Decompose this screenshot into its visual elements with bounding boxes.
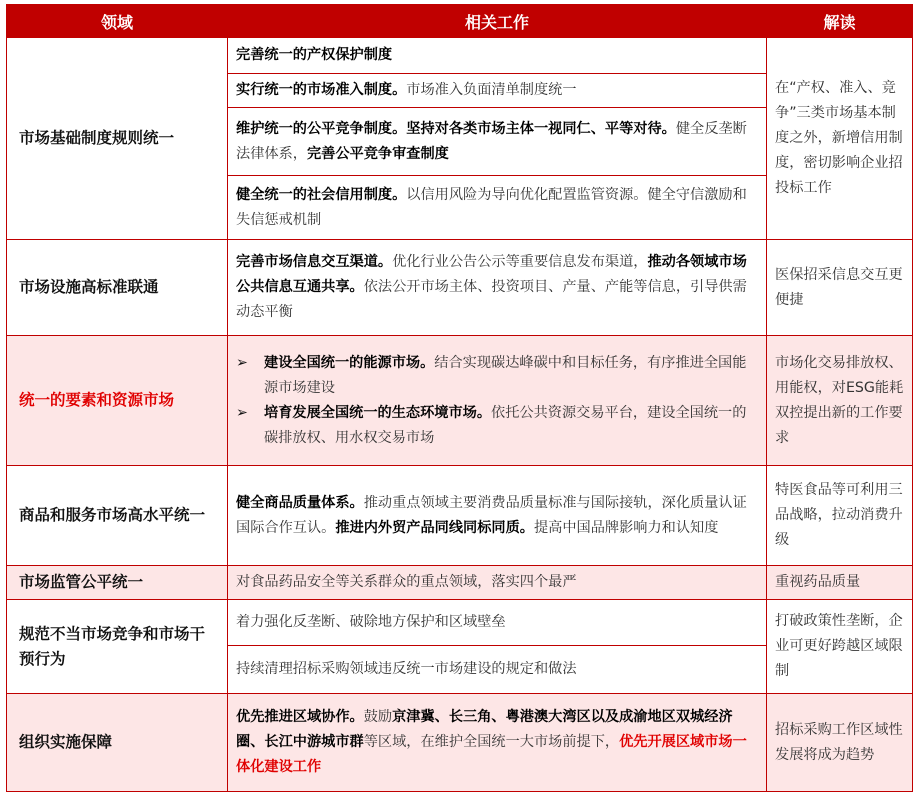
- interpretation-cell: 招标采购工作区域性发展将成为趋势: [767, 694, 913, 792]
- work-bold: 健全商品质量体系。: [236, 494, 364, 511]
- work-text: 结合实现碳达峰碳中和目标任务，有序推进全国能源市场建设: [264, 354, 747, 396]
- work-text: 依托公共资源交易平台，建设全国统一的碳排放权、用水权交易市场: [264, 404, 747, 446]
- work-red-bold: 优先开展区域市场一体化建设工作: [236, 734, 747, 775]
- domain-cell: 商品和服务市场高水平统一: [7, 466, 228, 566]
- work-cell: [228, 336, 767, 466]
- work-bold: 维护统一的公平竞争制度。坚持对各类市场主体一视同仁、平等对待。: [236, 120, 676, 137]
- table-row-highlighted: [7, 566, 913, 600]
- work-text: 以信用风险为导向优化配置监管资源。健全守信激励和失信惩戒机制: [236, 186, 747, 228]
- interpretation-cell: 重视药品质量: [767, 566, 913, 600]
- table-row: [7, 600, 913, 646]
- header-row: [7, 5, 913, 38]
- table-row-highlighted: [7, 336, 913, 466]
- work-cell: 持续清理招标采购领域违反统一市场建设的规定和做法: [228, 646, 767, 694]
- work-bold: 京津冀、长三角、粤港澳大湾区以及成渝地区双城经济圈、长江中游城市群: [236, 709, 733, 750]
- work-cell: [228, 240, 767, 336]
- domain-cell: 市场基础制度规则统一: [7, 38, 228, 240]
- work-bold: 实行统一的市场准入制度。: [236, 82, 407, 98]
- bullet-item: [236, 401, 758, 451]
- work-cell: [228, 108, 767, 176]
- arrow-bullet-icon: ➢: [236, 354, 248, 371]
- work-text: 提高中国品牌影响力和认知度: [533, 519, 719, 536]
- header-interpretation: 解读: [767, 5, 913, 38]
- bullet-item: [236, 351, 758, 401]
- policy-table: [6, 4, 913, 792]
- work-text: 健全反垄断法律体系，: [236, 120, 747, 162]
- work-cell: [228, 74, 767, 108]
- work-cell: [228, 38, 767, 74]
- domain-cell: 统一的要素和资源市场: [7, 336, 228, 466]
- domain-cell: 规范不当市场竞争和市场干预行为: [7, 600, 228, 694]
- work-text: 鼓励: [363, 709, 393, 725]
- interpretation-cell: 市场化交易排放权、用能权，对ESG能耗双控提出新的工作要求: [767, 336, 913, 466]
- work-cell: 对食品药品安全等关系群众的重点领域，落实四个最严: [228, 566, 767, 600]
- arrow-bullet-icon: ➢: [236, 404, 248, 421]
- work-text: 市场准入负面清单制度统一: [406, 82, 577, 98]
- interpretation-cell: 特医食品等可利用三品战略，拉动消费升级: [767, 466, 913, 566]
- interpretation-cell: 医保招采信息交互更便捷: [767, 240, 913, 336]
- work-cell: [228, 466, 767, 566]
- work-bold: 培育发展全国统一的生态环境市场。: [264, 404, 492, 421]
- domain-cell: 市场设施高标准联通: [7, 240, 228, 336]
- work-bold: 健全统一的社会信用制度。: [236, 186, 407, 203]
- table-row: [7, 466, 913, 566]
- work-cell: [228, 694, 767, 792]
- work-text: 等区域，在维护全国统一大市场前提下，: [363, 734, 620, 750]
- work-cell: [228, 176, 767, 240]
- work-bold: 推进内外贸产品同线同标同质。: [335, 519, 534, 536]
- domain-cell: 组织实施保障: [7, 694, 228, 792]
- table-row-highlighted: [7, 694, 913, 792]
- work-bold: 优先推进区域协作。: [236, 709, 364, 725]
- work-text: 推动重点领域主要消费品质量标准与国际接轨，深化质量认证国际合作互认。: [236, 494, 747, 536]
- work-bold: 完善公平竞争审查制度: [306, 145, 449, 162]
- header-domain: 领域: [7, 5, 228, 38]
- work-cell: 着力强化反垄断、破除地方保护和区域壁垒: [228, 600, 767, 646]
- domain-cell: 市场监管公平统一: [7, 566, 228, 600]
- work-bold: 完善统一的产权保护制度: [236, 47, 393, 63]
- work-bold: 完善市场信息交互渠道。: [236, 254, 393, 270]
- interpretation-cell: 在“产权、准入、竞争”三类市场基本制度之外，新增信用制度，密切影响企业招投标工作: [767, 38, 913, 240]
- work-text: 依法公开市场主体、投资项目、产量、产能等信息，引导供需动态平衡: [236, 279, 747, 320]
- work-bold: 推动各领域市场公共信息互通共享。: [236, 254, 747, 295]
- table-row: [7, 38, 913, 74]
- table-row: [7, 240, 913, 336]
- interpretation-cell: 打破政策性垄断，企业可更好跨越区域限制: [767, 600, 913, 694]
- header-work: 相关工作: [228, 5, 767, 38]
- work-text: 优化行业公告公示等重要信息发布渠道，: [392, 254, 648, 270]
- work-bold: 建设全国统一的能源市场。: [264, 354, 435, 371]
